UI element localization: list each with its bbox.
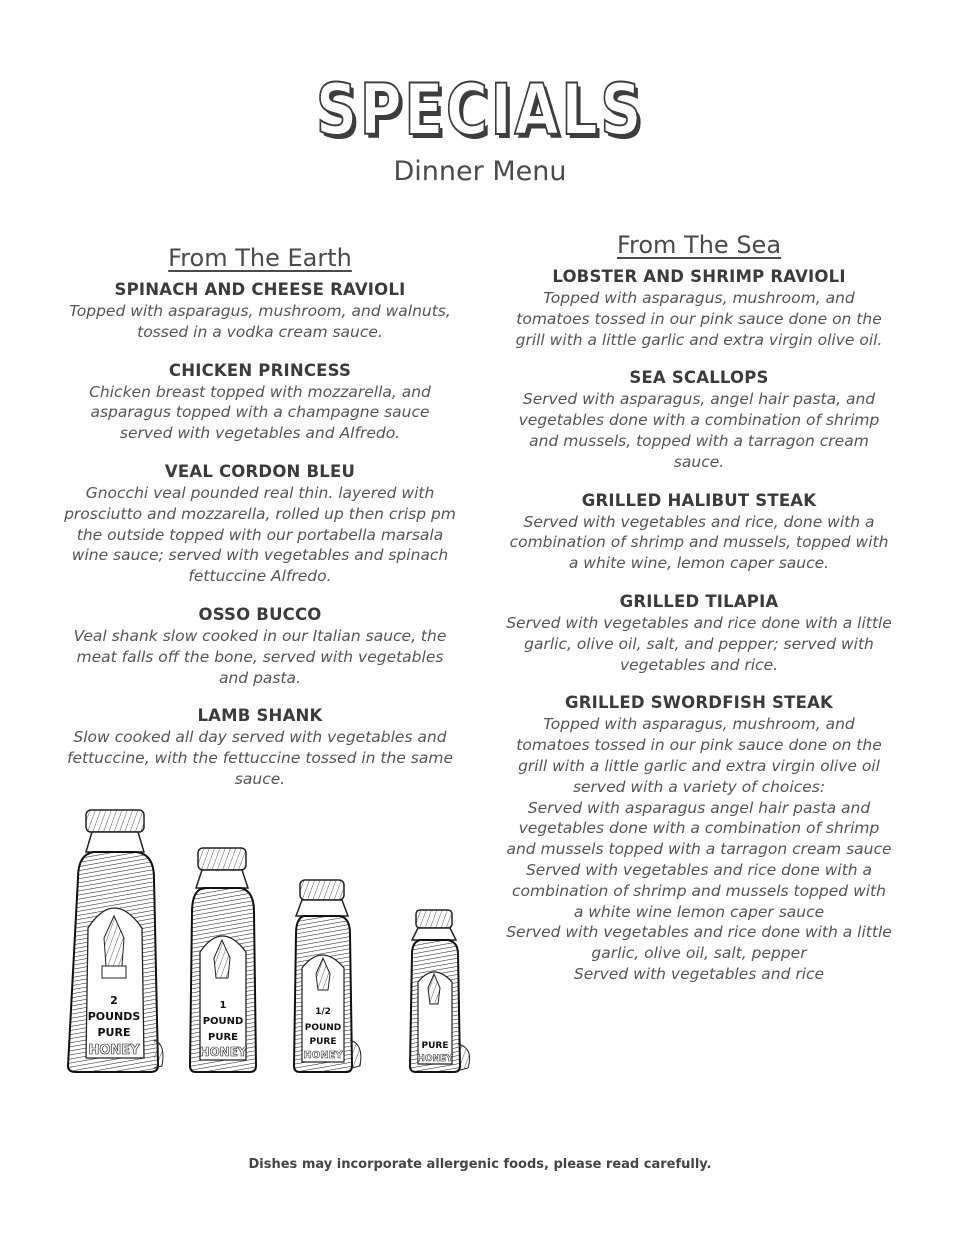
allergen-notice: Dishes may incorporate allergenic foods, please read carefully. bbox=[248, 1157, 712, 1172]
jar-label-line: PURE bbox=[309, 1037, 337, 1047]
menu-item bbox=[64, 461, 456, 587]
dish-choice: Served with vegetables and rice done with a little garlic, olive oil, salt, pepper bbox=[506, 923, 892, 963]
dish-choice: Served with vegetables and rice bbox=[573, 964, 825, 983]
jar-label-line: 1 bbox=[219, 1000, 227, 1011]
jar-label-line: POUNDS bbox=[87, 1010, 141, 1023]
jar-label-line: HONEY bbox=[417, 1054, 453, 1064]
dish-choice: Served with asparagus angel hair pasta and vegetables done with a combination of shrimp and mussels topped with a tarragon cream sauce bbox=[506, 798, 892, 859]
dish-description: Gnocchi veal pounded real thin. layered with prosciutto and mozzarella, rolled up then crisp pm the outside topped with our portabella marsala wine sauce; served with vegetables and spinach fettuccine Alfredo. bbox=[64, 483, 456, 586]
page-subtitle: Dinner Menu bbox=[393, 156, 567, 187]
honey-jar-small bbox=[294, 880, 361, 1072]
dish-name: GRILLED SWORDFISH STEAK bbox=[564, 693, 834, 713]
dish-name: LOBSTER AND SHRIMP RAVIOLI bbox=[552, 267, 846, 286]
dish-description: Topped with asparagus, mushroom, and tomatoes tossed in our pink sauce done on the grill with a little garlic and extra virgin olive oil. bbox=[515, 289, 883, 349]
jar-label-line: PURE bbox=[97, 1026, 131, 1039]
dish-description: Served with asparagus, angel hair pasta, and vegetables done with a combination of shrimp and mussels, topped with a tarragon cream sauce. bbox=[518, 390, 880, 471]
dish-description: Slow cooked all day served with vegetables and fettuccine, with the fettuccine tossed in the same sauce. bbox=[67, 728, 453, 788]
dish-description-intro: Topped with asparagus, mushroom, and tomatoes tossed in our pink sauce done on the grill with a little garlic and extra virgin olive oil served with a variety of choices: bbox=[516, 715, 882, 796]
dish-description: Served with vegetables and rice, done with a combination of shrimp and mussels, topped with a white wine, lemon caper sauce. bbox=[509, 512, 889, 573]
honey-jar-medium bbox=[190, 848, 256, 1072]
dish-name: SEA SCALLOPS bbox=[629, 368, 769, 388]
dish-name: VEAL CORDON BLEU bbox=[164, 461, 356, 481]
page-title: SPECIALS bbox=[315, 69, 645, 151]
dish-name: OSSO BUCCO bbox=[198, 604, 322, 624]
dish-name: SPINACH AND CHEESE RAVIOLI bbox=[114, 280, 406, 299]
dish-name: LAMB SHANK bbox=[197, 706, 323, 726]
dish-name: GRILLED TILAPIA bbox=[619, 591, 779, 611]
menu-item bbox=[506, 591, 892, 675]
dish-description: Chicken breast topped with mozzarella, and asparagus topped with a champagne sauce served with vegetables and Alfredo. bbox=[89, 382, 431, 443]
jar-label-line: 1/2 bbox=[315, 1007, 331, 1017]
dish-description: Topped with asparagus, mushroom, and walnuts, tossed in a vodka cream sauce. bbox=[69, 302, 451, 341]
jar-label-line: PURE bbox=[421, 1041, 449, 1051]
dish-description: Veal shank slow cooked in our Italian sauce, the meat falls off the bone, served with vegetables and pasta. bbox=[73, 626, 447, 687]
honey-jars-illustration bbox=[64, 808, 484, 1078]
menu-item bbox=[506, 266, 892, 350]
menu-item bbox=[64, 604, 456, 688]
menu-item bbox=[506, 490, 892, 574]
jar-label-line: HONEY bbox=[303, 1050, 343, 1061]
section-heading-sea: From The Sea bbox=[616, 231, 782, 259]
honey-jar-tiny bbox=[410, 910, 470, 1072]
dish-description: Served with vegetables and rice done with a little garlic, olive oil, salt, and pepper; served with vegetables and rice. bbox=[506, 613, 892, 674]
jar-label-line: PURE bbox=[208, 1032, 238, 1043]
honey-jar-large bbox=[68, 810, 163, 1072]
earth-column bbox=[64, 241, 456, 807]
dish-description bbox=[506, 714, 892, 984]
jar-label-line: HONEY bbox=[199, 1045, 247, 1059]
jar-label-line: HONEY bbox=[88, 1043, 140, 1058]
jar-label-line: 2 bbox=[110, 994, 118, 1007]
menu-item bbox=[506, 692, 892, 984]
menu-item bbox=[64, 279, 456, 343]
menu-item bbox=[64, 360, 456, 444]
dish-name: GRILLED HALIBUT STEAK bbox=[581, 490, 817, 510]
menu-item bbox=[64, 705, 456, 789]
menu-item bbox=[506, 367, 892, 472]
sea-column bbox=[506, 228, 892, 1002]
jar-label-line: POUND bbox=[304, 1023, 342, 1033]
dish-choice: Served with vegetables and rice done with a combination of shrimp and mussels topped with a white wine lemon caper sauce bbox=[512, 860, 886, 921]
section-heading-earth: From The Earth bbox=[168, 244, 352, 272]
jar-label-line: POUND bbox=[202, 1016, 244, 1027]
dish-name: CHICKEN PRINCESS bbox=[168, 360, 352, 380]
